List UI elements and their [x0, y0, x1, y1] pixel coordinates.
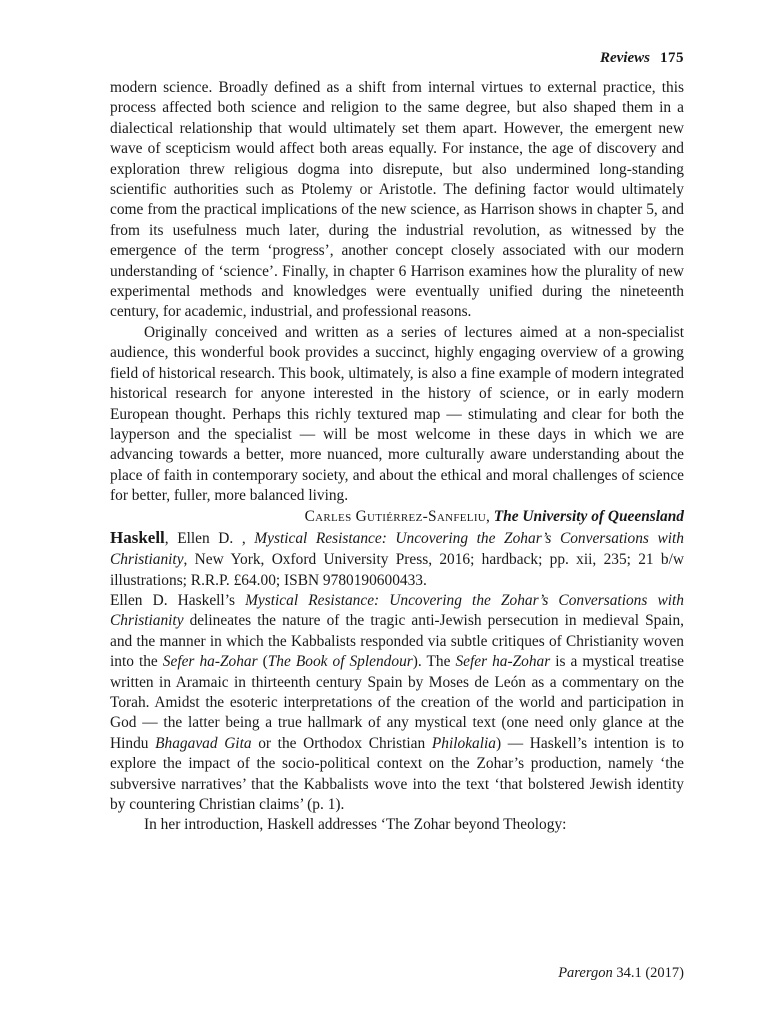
- book-title: Mystical Resistance: Uncovering the Zohar’s Conversations with Christianity: [110, 529, 684, 568]
- reviewer-name: Carles Gutiérrez-Sanfeliu: [304, 507, 487, 525]
- reviewer-institution: The University of Queensland: [493, 507, 684, 525]
- author-given-name: , Ellen D. ,: [164, 529, 255, 547]
- work-title: Philokalia: [431, 734, 496, 752]
- publication-details: , New York, Oxford University Press, 2016; hardback; pp. xii, 235; 21 b/w illustrations; R.R.P. £64.00; ISBN 9780190600433.: [110, 550, 684, 589]
- signoff-separator: ,: [486, 507, 494, 525]
- review-paragraph: [110, 591, 684, 815]
- text-run: delineates the nature of the tragic anti-Jewish persecution in medieval Spain, and the manner in which the Kabbalists responded via subtle critiques of Christianity woven into the: [110, 612, 684, 671]
- text-run: (: [257, 653, 268, 671]
- text-run: ). The: [412, 653, 456, 671]
- text-run: Ellen D. Haskell’s: [110, 591, 246, 609]
- continued-paragraph: modern science. Broadly defined as a shift from internal virtues to external practice, this process affected both science and religion to the same degree, but also shaped them in a dialectical relationship that would ultimately set them apart. However, the emergent new wave of scepticism would affect both areas equally. For instance, the age of discovery and exploration threw religious dogma into disrepute, but also undermined long-standing scientific authorities such as Ptolemy or Aristotle. The defining factor would ultimately come from the practical implications of the new science, as Harrison shows in chapter 5, and from its usefulness much later, during the industrial revolution, as witnessed by the emergence of the term ‘progress’, another concept closely associated with our modern understanding of ‘science’. Finally, in chapter 6 Harrison examines how the plurality of new experimental methods and knowledges were eventually unified during the nineteenth century, for academic, industrial, and professional reasons.: [110, 79, 684, 321]
- review-citation: [110, 527, 684, 591]
- work-title: The Book of Splendour: [267, 653, 413, 671]
- text-run: is a mystical treatise written in Aramaic in thirteenth century Spain by Moses de León as a commentary on the Torah. Amidst the esoteric interpretations of the creation of the world and participation in God — the latter being a true hallmark of any mystical text (one need only glance at the Hindu: [110, 653, 684, 752]
- work-title: Sefer ha-Zohar: [162, 653, 258, 671]
- work-title: Sefer ha-Zohar: [455, 653, 551, 671]
- running-head: [600, 50, 684, 67]
- closing-paragraph: Originally conceived and written as a series of lectures aimed at a non-specialist audience, this wonderful book provides a succinct, highly engaging overview of a growing field of historical research. This book, ultimately, is also a fine example of modern integrated historical research for anyone interested in the history of science, or in early modern European thought. Perhaps this richly textured map — stimulating and clear for both the layperson and the specialist — will be most welcome in these days in which we are advancing towards a better, more nuanced, more culturally aware understanding about the place of faith in contemporary society, and about the ethical and moral challenges of science for better, fuller, more balanced living.: [110, 323, 684, 505]
- book-title-inline: Mystical Resistance: Uncovering the Zohar’s Conversations with Christianity: [110, 591, 684, 630]
- page-body: [110, 78, 684, 836]
- page-number: 175: [660, 50, 684, 66]
- journal-name: Parergon: [558, 965, 613, 981]
- author-surname: Haskell: [110, 527, 165, 547]
- journal-issue: 34.1 (2017): [612, 965, 684, 981]
- page-footer: [558, 965, 684, 982]
- work-title: Bhagavad Gita: [155, 734, 252, 752]
- text-run: ) — Haskell’s intention is to explore the impact of the socio-political context on the Zohar’s production, namely ‘the subversive narratives’ that the Kabbalists wove into the text ‘that bolstered Jewish identity by countering Christian claims’ (p. 1).: [110, 734, 684, 813]
- section-title: Reviews: [600, 50, 650, 66]
- text-run: or the Orthodox Christian: [251, 734, 432, 752]
- review-paragraph-continued: In her introduction, Haskell addresses ‘The Zohar beyond Theology:: [144, 816, 567, 834]
- reviewer-signoff: [110, 507, 684, 527]
